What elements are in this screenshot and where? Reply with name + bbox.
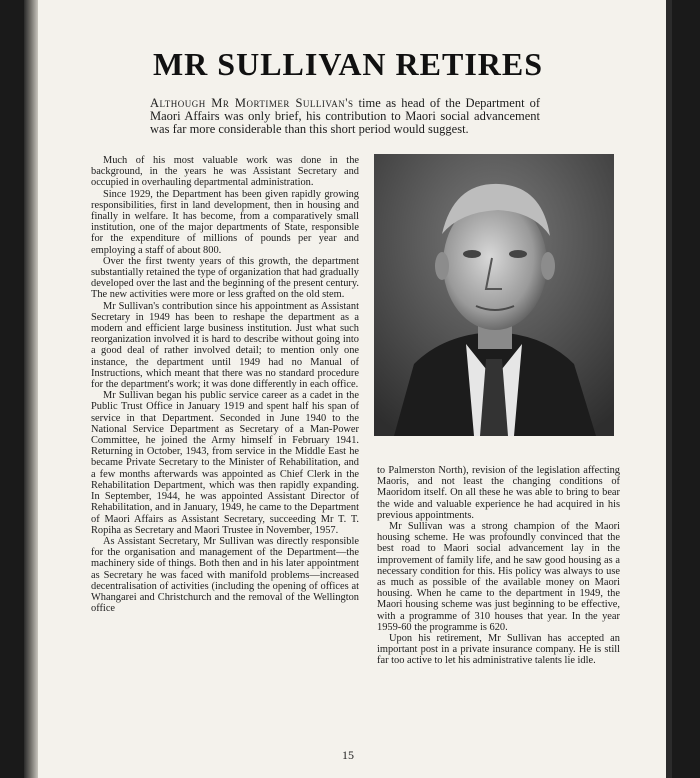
page-edge bbox=[666, 0, 672, 778]
page-number: 15 bbox=[342, 748, 354, 762]
paragraph: Mr Sullivan was a strong champion of the Maori housing scheme. He was profoundly convinced that the best road to Maori social advancement lay in the improvement of family life, and he saw good housing as a necessary condition for this. His policy was always to use as much as possible of the available money on Maori housing. When he came to the department in 1949, the Maori housing scheme was just beginning to be effective, with a programme of 310 houses that year. In the year 1959-60 the programme is 620. bbox=[377, 521, 620, 633]
paragraph: Mr Sullivan's contribution since his appointment as Assistant Secretary in 1949 has been to reshape the department as a modern and efficient large business institution. Just what such reorganization involved it is hard to describe without going into a good deal of rather involved detail; to mention only one instance, the department until 1949 had no Manual of Instructions, which meant that there was no standard procedure for the department's work; it was done differently in each office. bbox=[91, 300, 359, 391]
paragraph: Since 1929, the Department has been given rapidly growing responsibilities, first in land development, then in housing and finally in welfare. It has become, from a comparatively small institution, one of the major departments of State, responsible for the expenditure of millions of pounds per year and employing a staff of about 800. bbox=[91, 188, 359, 256]
paragraph: Much of his most valuable work was done in the background, in the years he was Assistant Secretary and occupied in overhauling departmental administration. bbox=[91, 155, 359, 189]
paragraph: to Palmerston North), revision of the legislation affecting Maoris, and not least the changing conditions of Maoridom itself. On all these he was able to bring to bear the wide and valuable experience he had acquired in his previous appointments. bbox=[377, 465, 620, 521]
paragraph: Mr Sullivan began his public service career as a cadet in the Public Trust Office in January 1919 and spent half his span of service in that Department. Seconded in June 1940 to the National Service Department as Secretary of a Man-Power Committee, he joined the Army himself in February 1941. Returning in October, 1943, from service in the Middle East he became Private Secretary to the Minister of Rehabilitation, and a few months afterwards was appointed as Chief Clerk in the Rehabilitation Department, which was then rapidly expanding. In September, 1944, he was appointed Assistant Director of Rehabilitation, and in January, 1949, he came to the Department of Maori Affairs as Assistant Secretary, succeeding Mr T. T. Ropiha as Secretary and Maori Trustee in November, 1957. bbox=[91, 390, 359, 536]
paragraph: Over the first twenty years of this growth, the department substantially retained the type of organization that had gradually developed over the last and the beginning of the present century. The new activities were more or less grafted on the old stem. bbox=[91, 255, 359, 301]
right-column bbox=[377, 465, 620, 667]
page-binding-shadow bbox=[24, 0, 38, 778]
left-column bbox=[91, 155, 359, 614]
lead-smallcaps: Although Mr Mortimer Sullivan's bbox=[150, 96, 354, 110]
paragraph: As Assistant Secretary, Mr Sullivan was directly responsible for the organisation and management of the Department—the machinery side of things. Both then and in his later appointment as Secretary he was faced with manifold problems—increased decentralisation of activities (including the opening of offices at Whangarei and Christchurch and the removal of the Wellington office bbox=[91, 535, 359, 615]
magazine-page bbox=[24, 0, 672, 778]
article-title: MR SULLIVAN RETIRES bbox=[152, 46, 544, 82]
lead-text: time as head of the Department of Maori Affairs was only brief, his contribution to Maori social advancement was far more considerable than this short period would suggest. bbox=[150, 96, 540, 136]
article-lead bbox=[150, 97, 540, 136]
portrait-photo bbox=[374, 154, 614, 436]
paragraph: Upon his retirement, Mr Sullivan has accepted an important post in a private insurance company. He is still far too active to let his administrative talents lie idle. bbox=[377, 633, 620, 667]
